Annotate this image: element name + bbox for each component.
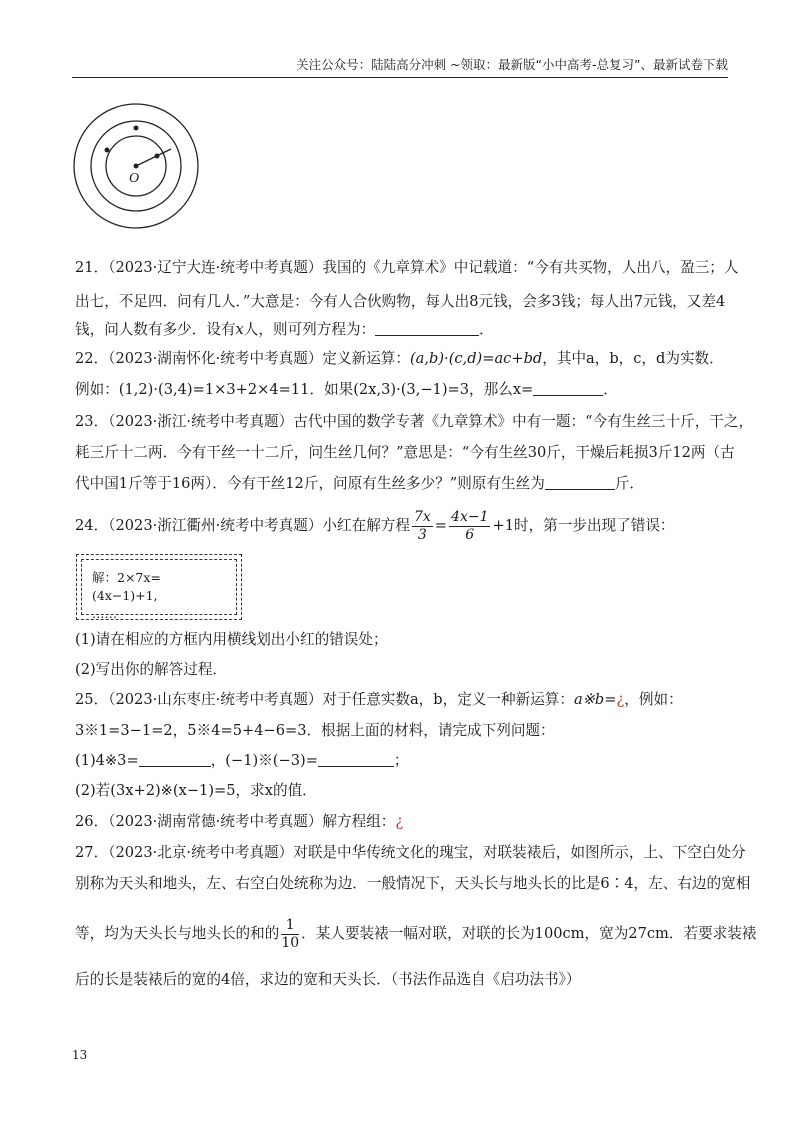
question-25-line2: 3※1=3−1=2，5※4=5+4−6=3．根据上面的材料，请完成下列问题： <box>75 722 555 739</box>
q24-text-b: +1时，第一步出现了错误： <box>492 517 675 534</box>
question-23-line1: 23．（2023·浙江·统考中考真题）古代中国的数学专著《九章算术》中有一题：“今有生丝三十斤，干之， <box>75 413 754 430</box>
q25-text-a: 25．（2023·山东枣庄·统考中考真题）对于任意实数a，b，定义一种新运算： <box>75 691 574 708</box>
header-text: 关注公众号：陆陆高分冲刺 ~领取：最新版“小中高考-总复习”、最新试卷下载 <box>296 57 728 72</box>
question-24-sub1: (1)请在相应的方框内用横线划出小红的错误处； <box>75 631 388 648</box>
question-22-line1 <box>75 349 730 369</box>
point-right <box>155 154 160 159</box>
question-21-line1: 21．（2023·辽宁大连·统考中考真题）我国的《九章算术》中记载道：“今有共买物，人出八，盈三；人 <box>75 259 739 276</box>
question-27-line2: 别称为天头和地头，左、右空白处统称为边．一般情况下，天头长与地头长的比是6∶4，左、右边的宽相 <box>75 875 751 892</box>
page-number: 13 <box>72 1048 88 1062</box>
q21-variable: x <box>235 321 244 338</box>
point-top <box>134 126 139 131</box>
concentric-circles-figure <box>72 94 220 230</box>
student-work-inner-box <box>81 559 237 621</box>
question-27-line1: 27．（2023·北京·统考中考真题）对联是中华传统文化的瑰宝，对联装裱后，如图所示，上、下空白处分 <box>75 844 746 861</box>
q26-text: 26．（2023·湖南常德·统考中考真题）解方程组： <box>75 813 396 830</box>
question-25-sub2: (2)若(3x+2)※(x−1)=5，求x的值． <box>75 782 317 799</box>
q25-text-b: ，例如： <box>624 691 683 708</box>
q21-text-b: 人，则可列方程为： <box>243 321 376 338</box>
q24-text-a: 24．（2023·浙江衢州·统考中考真题）小红在解方程 <box>75 517 410 534</box>
question-21-line3 <box>75 320 730 340</box>
q22-text-d: ． <box>603 381 618 398</box>
q25-sub1-c: ； <box>393 752 409 769</box>
question-25-sub1 <box>75 751 730 771</box>
q26-undefined-symbol: ¿ <box>395 813 404 830</box>
fraction-1-over-10: $\frac{1}{10}$ <box>281 916 300 951</box>
question-23-line2: 耗三斤十二两．今有干丝一十二斤，问生丝几何？”意思是：“今有生丝30斤，干燥后耗损3斤12两（古 <box>75 444 735 461</box>
question-23-line3 <box>75 474 730 494</box>
center-point <box>134 164 139 169</box>
q22-text-c: 例如：(1,2)·(3,4)=1×3+2×4=11．如果(2x,3)·(3,−1)=3，那么x= <box>75 381 534 398</box>
student-work-line2: …… <box>92 606 117 621</box>
q23-text-b: 斤． <box>614 475 645 492</box>
question-26-line1 <box>75 812 730 832</box>
answer-blank-25b[interactable] <box>318 752 394 767</box>
question-24-line1 <box>75 508 730 544</box>
q25-sub1-b: ，(−1)※(−3)= <box>210 752 318 769</box>
q25-sub1-a: (1)4※3= <box>75 752 139 769</box>
q22-definition: (a,b)·(c,d)=ac+bd <box>409 350 543 367</box>
point-left <box>105 148 110 153</box>
question-21-line2: 出七，不足四．问有几人．”大意是：今有人合伙购物，每人出8元钱，会多3钱；每人出7元钱，又差4 <box>75 293 726 310</box>
student-work-line1: 解：2×7x=(4x−1)+1, <box>92 570 161 603</box>
q21-text-c: ． <box>479 321 494 338</box>
fraction-4x-1-over-6: $\frac{4x-1}{6}$ <box>451 508 489 543</box>
question-25-line1 <box>75 690 730 710</box>
question-22-line2 <box>75 380 730 400</box>
q23-text-a: 代中国1斤等于16两）．今有干丝12斤，问原有生丝多少？”则原有生丝为 <box>75 475 545 492</box>
page-header <box>72 58 728 78</box>
q25-undefined-symbol: ¿ <box>616 691 625 708</box>
answer-blank-21[interactable] <box>375 321 479 336</box>
q24-equals: = <box>434 517 448 534</box>
student-work-box[interactable] <box>76 554 242 620</box>
question-27-line3 <box>75 916 757 952</box>
q21-text-a: 钱，问人数有多少．设有 <box>75 321 236 338</box>
q22-text-a: 22．（2023·湖南怀化·统考中考真题）定义新运算： <box>75 350 410 367</box>
q22-text-b: ，其中a，b，c，d为实数． <box>542 350 724 367</box>
q25-operation: a※b= <box>573 691 617 708</box>
fraction-7x-over-3: $\frac{7x}{3}$ <box>413 508 431 543</box>
question-27-line4: 后的长是装裱后的宽的4倍，求边的宽和天头长．（书法作品选自《启功法书》） <box>75 971 581 988</box>
answer-blank-25a[interactable] <box>139 752 211 767</box>
answer-blank-22[interactable] <box>533 381 603 396</box>
answer-blank-23[interactable] <box>545 475 615 490</box>
center-label: O <box>129 171 140 186</box>
q27-text-b: ．某人要装裱一幅对联，对联的长为100cm，宽为27cm．若要求装裱 <box>301 925 757 942</box>
q27-text-a: 等，均为天头长与地头长的和的 <box>75 925 280 942</box>
question-24-sub2: (2)写出你的解答过程． <box>75 661 228 678</box>
